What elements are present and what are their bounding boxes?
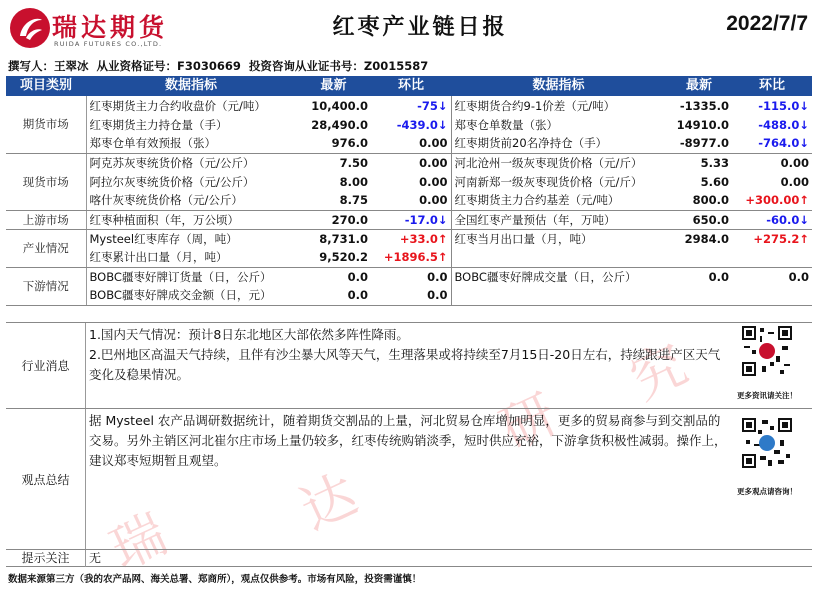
latest-value: 9,520.2 xyxy=(296,248,371,267)
table-row xyxy=(6,96,812,115)
change-value: 0.00 xyxy=(371,153,451,172)
latest-value: 650.0 xyxy=(666,210,732,229)
latest-value: 0.0 xyxy=(347,269,368,284)
industry-news-section xyxy=(6,322,812,408)
viewpoint-text: 据 Mysteel 农产品调研数据统计，随着期货交割品的上量，河北贸易仓库增加明显，更多的贸易商参与到交割品的交易。另外主销区河北崔尔庄市场上量仍较多，红枣传统购销淡季，短时供应充裕，下游拿货积极性减弱。操作上，建议郑枣短期暂且观望。 xyxy=(89,413,727,468)
latest-value: -8977.0 xyxy=(666,134,732,153)
col-header-latest: 最新 xyxy=(666,76,732,96)
category-cell: 上游市场 xyxy=(6,210,86,229)
latest-value: 270.0 xyxy=(296,210,371,229)
change-value: -764.0↓ xyxy=(732,134,812,153)
latest-value: 10,400.0 xyxy=(311,98,368,113)
table-row xyxy=(6,153,812,172)
category-label: 提示关注 xyxy=(6,550,86,567)
latest-value: 8.75 xyxy=(296,191,371,210)
indicator-name: BOBC疆枣好牌成交金额（日，元） xyxy=(86,286,296,305)
indicator-name: 红枣期货主力合约基差（元/吨） xyxy=(451,191,666,210)
indicator-name xyxy=(451,286,666,305)
change-value: 0.00 xyxy=(780,174,809,189)
indicator-name: 红枣期货主力持仓量（手） xyxy=(89,117,228,132)
latest-value: 2984.0 xyxy=(684,231,729,246)
category-label: 观点总结 xyxy=(6,409,86,549)
ruida-logo-icon xyxy=(8,6,52,50)
reminder-value: 无 xyxy=(89,551,102,565)
latest-value: 0.0 xyxy=(708,269,729,284)
category-label: 行业消息 xyxy=(6,323,86,408)
change-value: -488.0↓ xyxy=(758,117,809,132)
table-row xyxy=(6,286,812,305)
indicator-name: 红枣累计出口量（月，吨） xyxy=(86,248,296,267)
change-value: -115.0↓ xyxy=(758,98,809,113)
watermark-char: 究 xyxy=(620,332,697,413)
qr-code-icon xyxy=(742,326,792,376)
change-value: 0.00 xyxy=(780,155,809,170)
latest-value: 800.0 xyxy=(666,191,732,210)
change-value: -439.0↓ xyxy=(371,115,451,134)
change-value: +275.2↑ xyxy=(753,231,809,246)
col-header-indicator: 数据指标 xyxy=(86,76,296,96)
data-table xyxy=(6,76,812,306)
indicator-name: 红枣期货主力合约收盘价（元/吨） xyxy=(89,98,266,113)
indicator-name: 红枣期货前20名净持仓（手） xyxy=(451,134,666,153)
category-cell: 下游情况 xyxy=(6,267,86,305)
indicator-name: 阿拉尔灰枣统货价格（元/公斤） xyxy=(89,174,255,189)
author-line xyxy=(8,58,432,74)
report-title: 红枣产业链日报 xyxy=(332,15,508,40)
author-name: 撰写人：王翠冰 xyxy=(8,59,89,73)
latest-value: 8.00 xyxy=(339,174,368,189)
qr-code-icon xyxy=(742,418,792,468)
qr-caption: 更多资讯请关注！ xyxy=(737,391,797,400)
indicator-name: 红枣期货合约9-1价差（元/吨） xyxy=(454,98,616,113)
table-header-row xyxy=(6,76,812,96)
latest-value: -1335.0 xyxy=(679,98,729,113)
change-value: +1896.5↑ xyxy=(371,248,451,267)
table-row xyxy=(6,248,812,267)
change-value: +33.0↑ xyxy=(371,229,451,248)
indicator-name: BOBC疆枣好牌成交量（日，公斤） xyxy=(454,269,637,284)
indicator-name: 郑枣仓单有效预报（张） xyxy=(86,134,296,153)
table-row xyxy=(6,267,812,286)
report-date: 2022/7/7 xyxy=(726,12,808,35)
col-header-change: 环比 xyxy=(371,76,451,96)
indicator-name: 河北沧州一级灰枣现货价格（元/斤） xyxy=(454,155,643,170)
col-header-change: 环比 xyxy=(732,76,812,96)
col-header-latest: 最新 xyxy=(296,76,371,96)
latest-value xyxy=(666,286,732,305)
latest-value: 7.50 xyxy=(339,155,368,170)
watermark-char: 研 xyxy=(490,382,567,463)
table-row xyxy=(6,191,812,210)
change-value: -17.0↓ xyxy=(371,210,451,229)
col-header-category: 项目类别 xyxy=(6,76,86,96)
indicator-name: 全国红枣产量预估（年，万吨） xyxy=(451,210,666,229)
table-row xyxy=(6,134,812,153)
change-value: -60.0↓ xyxy=(732,210,812,229)
change-value xyxy=(732,248,812,267)
change-value xyxy=(732,286,812,305)
indicator-name: 喀什灰枣统货价格（元/公斤） xyxy=(86,191,296,210)
indicator-name xyxy=(451,248,666,267)
industry-news-text: 1.国内天气情况：预计8日东北地区大部依然多阵性降雨。 2.巴州地区高温天气持续，且伴有沙尘暴大风等天气，生理落果或将持续至7月15日-20日左右，持续跟进产区天气变化及稳果情况。 xyxy=(89,327,721,382)
latest-value: 976.0 xyxy=(296,134,371,153)
latest-value: 5.33 xyxy=(700,155,729,170)
category-cell: 现货市场 xyxy=(6,153,86,210)
indicator-name: Mysteel红枣库存（周，吨） xyxy=(89,231,238,246)
watermark-char: 达 xyxy=(290,462,367,543)
indicator-name: 阿克苏灰枣统货价格（元/公斤） xyxy=(89,155,255,170)
company-logo xyxy=(8,6,168,54)
viewpoint-section xyxy=(6,408,812,549)
watermark-char: 瑞 xyxy=(100,502,177,583)
table-row xyxy=(6,210,812,229)
change-value: 0.00 xyxy=(371,191,451,210)
col-header-indicator: 数据指标 xyxy=(451,76,666,96)
indicator-name: 红枣种植面积（年，万公顷） xyxy=(86,210,296,229)
logo-text-cn: 瑞达期货 xyxy=(52,13,169,42)
change-value: 0.0 xyxy=(371,286,451,305)
latest-value: 5.60 xyxy=(700,174,729,189)
reminder-row xyxy=(6,549,812,567)
qr-caption: 更多观点请咨询！ xyxy=(737,487,797,496)
latest-value: 28,490.0 xyxy=(311,117,368,132)
category-cell: 产业情况 xyxy=(6,229,86,267)
indicator-name: 红枣当月出口量（月，吨） xyxy=(454,231,593,246)
indicator-name: 郑枣仓单数量（张） xyxy=(454,117,558,132)
futures-cert-number: 从业资格证号：F3030669 xyxy=(96,59,241,73)
invest-cert-number: 投资咨询从业证书号：Z0015587 xyxy=(248,59,429,73)
change-value: -75↓ xyxy=(371,96,451,115)
change-value: 0.00 xyxy=(371,172,451,191)
table-row xyxy=(6,115,812,134)
change-value: 0.0 xyxy=(371,267,451,286)
change-value: 0.0 xyxy=(788,269,809,284)
table-row xyxy=(6,172,812,191)
data-source-note: 数据来源第三方（我的农产品网、海关总署、郑商所），观点仅供参考。市场有风险，投资需谨慎！ xyxy=(8,574,422,585)
latest-value: 14910.0 xyxy=(676,117,729,132)
table-row xyxy=(6,229,812,248)
latest-value xyxy=(666,248,732,267)
report-header xyxy=(0,0,818,58)
indicator-name: 河南新郑一级灰枣现货价格（元/斤） xyxy=(454,174,643,189)
latest-value: 0.0 xyxy=(296,286,371,305)
category-cell: 期货市场 xyxy=(6,96,86,153)
change-value: +300.00↑ xyxy=(732,191,812,210)
indicator-name: BOBC疆枣好牌订货量（日，公斤） xyxy=(89,269,272,284)
change-value: 0.00 xyxy=(371,134,451,153)
latest-value: 8,731.0 xyxy=(319,231,368,246)
logo-text-en: RUIDA FUTURES CO.,LTD. xyxy=(54,40,163,48)
